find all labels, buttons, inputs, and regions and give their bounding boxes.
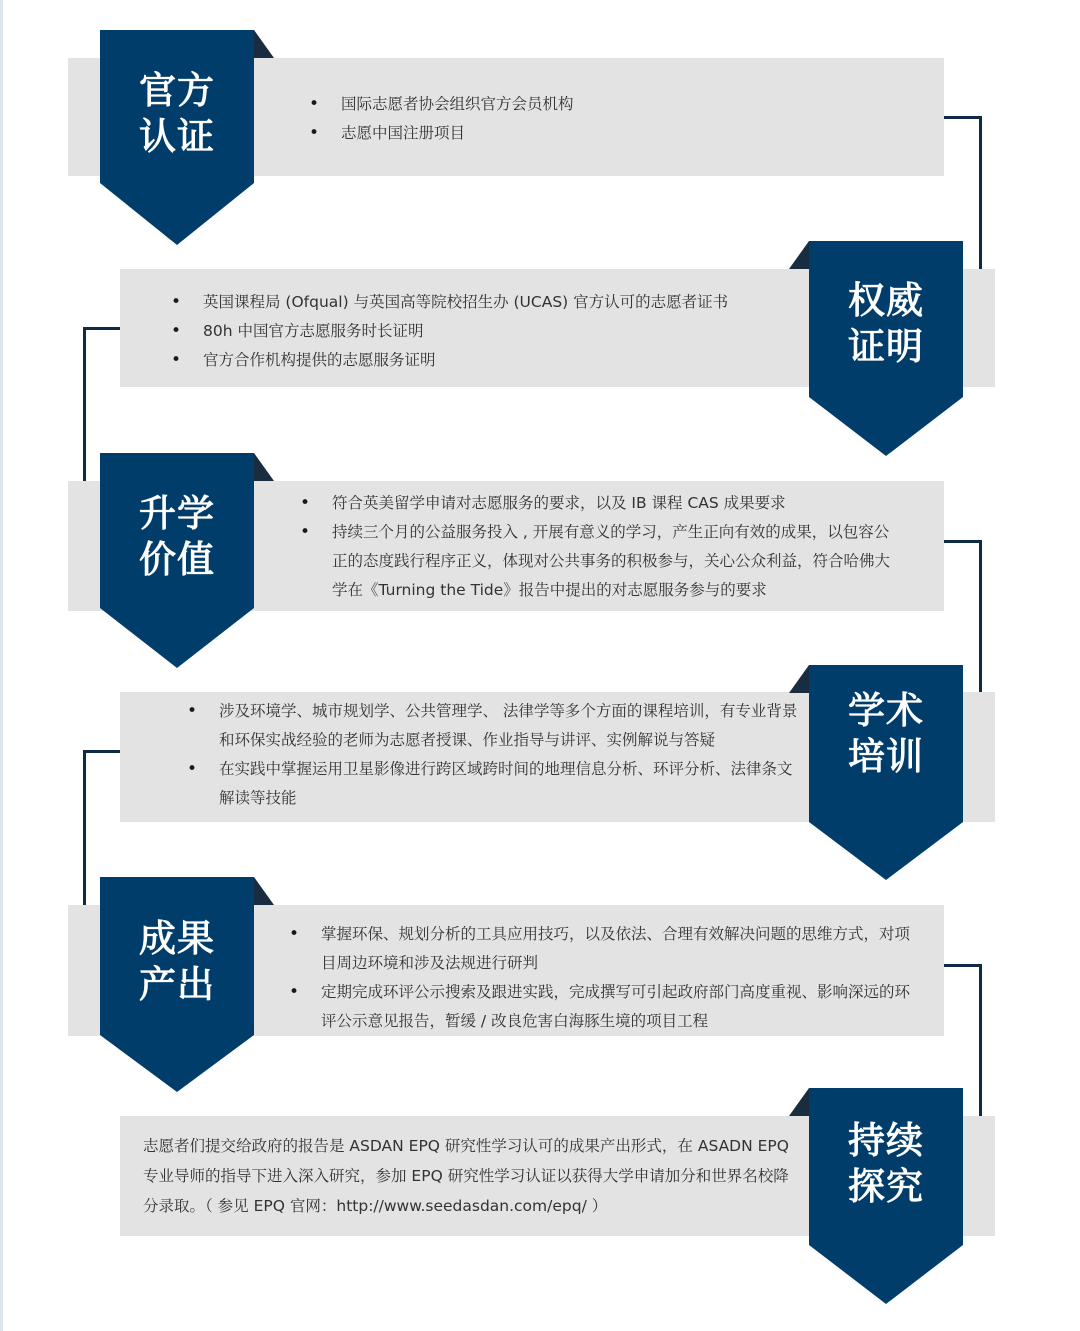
section-banner-continued-inquiry <box>809 1088 963 1304</box>
page-edge <box>0 0 3 1331</box>
section-banner-academic-training <box>809 665 963 880</box>
section-title: 学术 培训 <box>848 689 924 778</box>
bullet-item: • 持续三个月的公益服务投入 , 开展有意义的学习，产生正向有效的成果，以包容公正的态度践行程序正义，体现对公共事务的积极参与，关心公众利益，符合哈佛大学在《Turning the Tide》报告中提出的对志愿服务参与的要求 <box>300 518 900 605</box>
section-title: 权威 证明 <box>848 279 924 368</box>
bullet-item: • 志愿中国注册项目 <box>309 119 909 148</box>
bullet-item: • 符合英美留学申请对志愿服务的要求，以及 IB 课程 CAS 成果要求 <box>300 489 900 518</box>
section-title: 持续 探究 <box>848 1119 924 1208</box>
bullet-list <box>300 489 900 605</box>
bullet-item: • 涉及环境学、城市规划学、公共管理学、 法律学等多个方面的课程培训，有专业背景和环保实战经验的老师为志愿者授课、作业指导与讲评、实例解说与答疑 <box>187 697 799 755</box>
section-banner-authoritative-proof <box>809 241 963 456</box>
bullet-item: • 官方合作机构提供的志愿服务证明 <box>171 346 801 375</box>
bullet-item: • 国际志愿者协会组织官方会员机构 <box>309 90 909 119</box>
bullet-list <box>187 697 799 813</box>
section-title: 官方 认证 <box>139 69 215 158</box>
bullet-item: • 80h 中国官方志愿服务时长证明 <box>171 317 801 346</box>
section-title: 升学 价值 <box>139 492 215 581</box>
bullet-list <box>171 288 801 375</box>
bullet-item: • 定期完成环评公示搜索及跟进实践，完成撰写可引起政府部门高度重视、影响深远的环评公示意见报告，暂缓 / 改良危害白海豚生境的项目工程 <box>289 978 915 1036</box>
bullet-list <box>289 920 915 1036</box>
bullet-item: • 在实践中掌握运用卫星影像进行跨区域跨时间的地理信息分析、环评分析、法律条文解读等技能 <box>187 755 799 813</box>
section-banner-admission-value <box>100 453 254 668</box>
bullet-item: • 英国课程局 (Ofqual) 与英国高等院校招生办 (UCAS) 官方认可的志愿者证书 <box>171 288 801 317</box>
section-banner-official-certification <box>100 30 254 245</box>
section-paragraph: 志愿者们提交给政府的报告是 ASDAN EPQ 研究性学习认可的成果产出形式，在 ASADN EPQ 专业导师的指导下进入深入研究，参加 EPQ 研究性学习认证以获得大学申请加分和世界名校降分录取。（ 参见 EPQ 官网：http://www.seedasdan.com/epq/ ） <box>143 1137 789 1215</box>
bullet-item: • 掌握环保、规划分析的工具应用技巧，以及依法、合理有效解决问题的思维方式，对项目周边环境和涉及法规进行研判 <box>289 920 915 978</box>
section-banner-output <box>100 877 254 1092</box>
bullet-list <box>309 90 909 148</box>
section-title: 成果 产出 <box>139 917 215 1006</box>
